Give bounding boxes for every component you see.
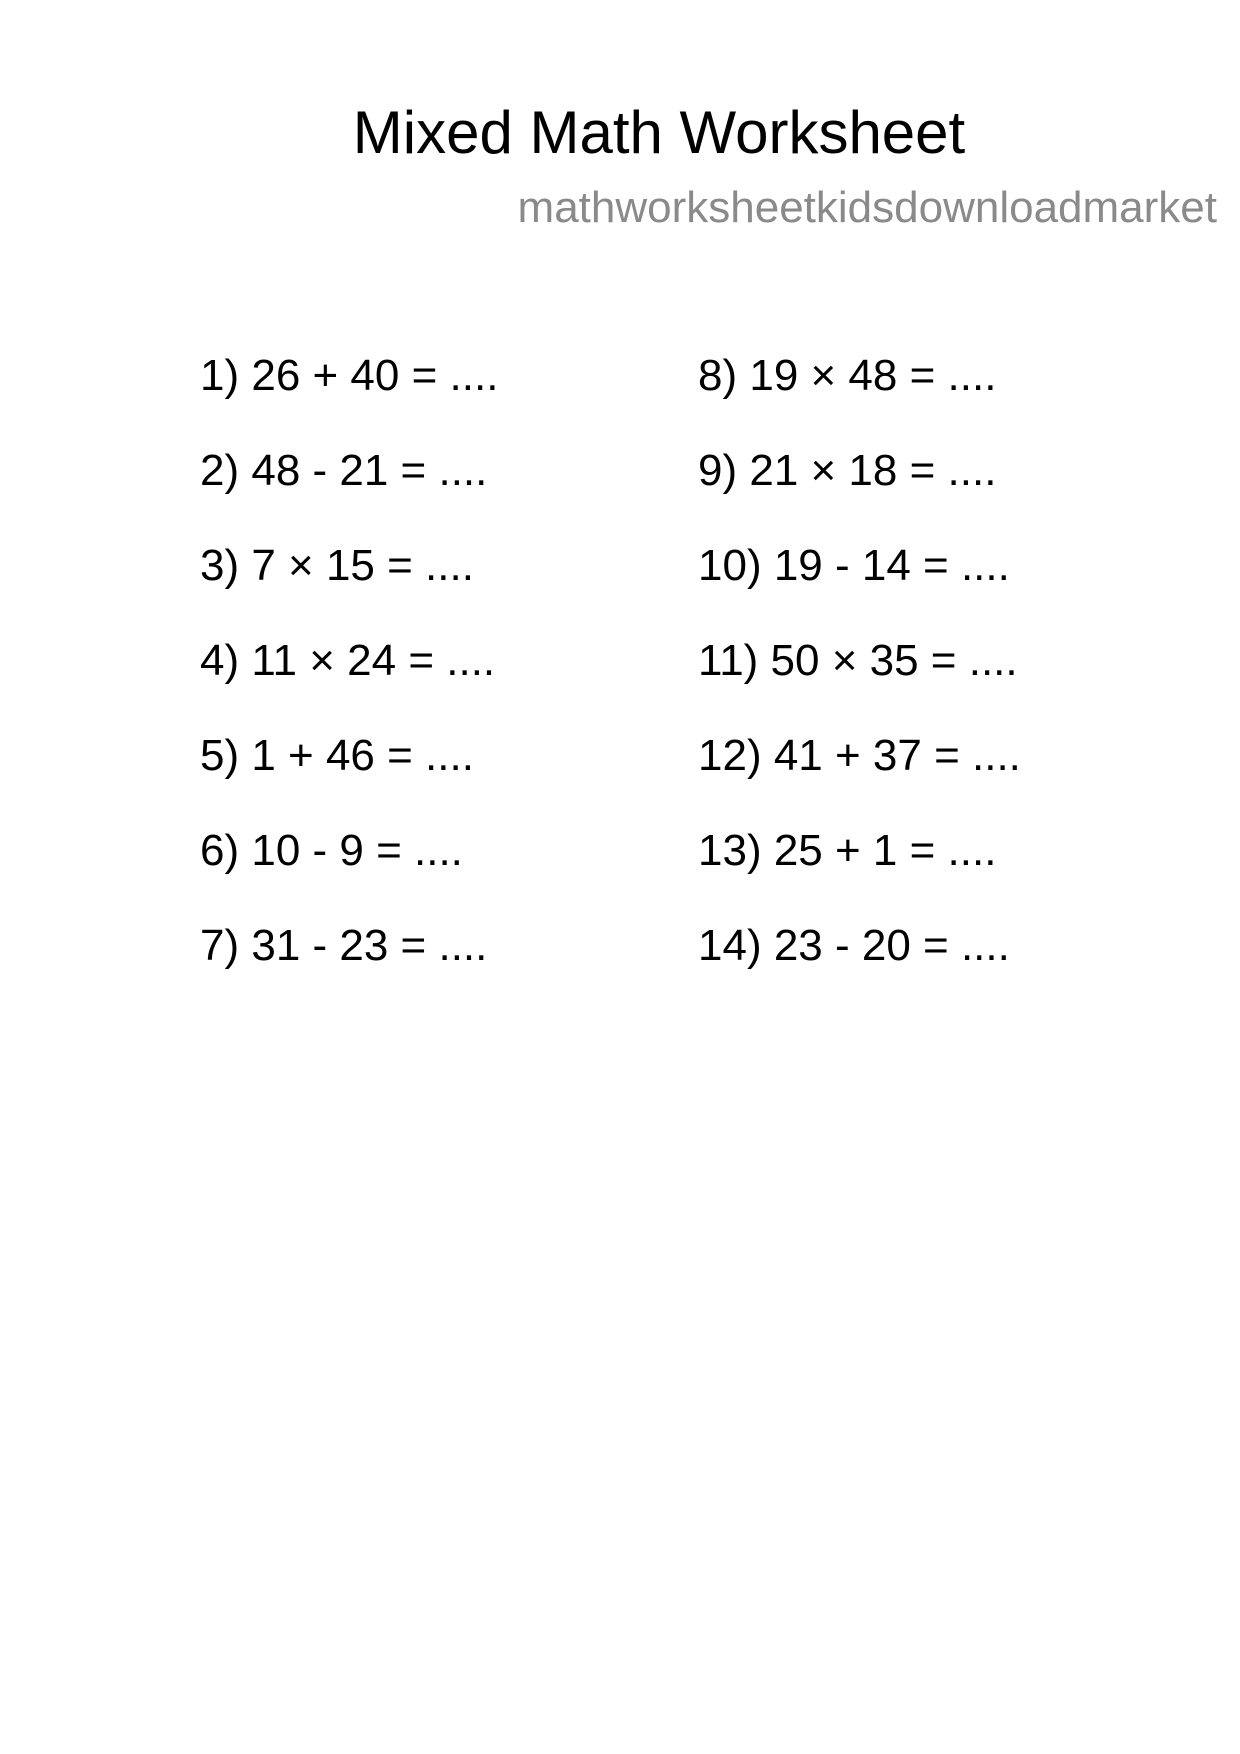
worksheet-title: Mixed Math Worksheet — [352, 99, 966, 166]
problem-5: 5) 1 + 46 = .... — [200, 731, 474, 780]
problem-13: 13) 25 + 1 = .... — [698, 826, 997, 875]
problem-6: 6) 10 - 9 = .... — [200, 826, 463, 875]
problem-7: 7) 31 - 23 = .... — [200, 921, 488, 970]
problem-column-left — [200, 346, 680, 1011]
problem-1: 1) 26 + 40 = .... — [200, 351, 499, 400]
problem-8: 8) 19 × 48 = .... — [698, 351, 997, 400]
problem-12: 12) 41 + 37 = .... — [698, 731, 1021, 780]
problem-14: 14) 23 - 20 = .... — [698, 921, 1010, 970]
problem-grid — [200, 346, 1100, 1006]
problem-4: 4) 11 × 24 = .... — [200, 636, 496, 685]
problem-2: 2) 48 - 21 = .... — [200, 446, 488, 495]
watermark-text: mathworksheetkidsdownloadmarket — [517, 183, 1217, 232]
problem-10: 10) 19 - 14 = .... — [698, 541, 1010, 590]
problem-column-right — [698, 346, 1178, 1011]
problem-3: 3) 7 × 15 = .... — [200, 541, 474, 590]
problem-9: 9) 21 × 18 = .... — [698, 446, 997, 495]
problem-11: 11) 50 × 35 = .... — [698, 636, 1018, 685]
